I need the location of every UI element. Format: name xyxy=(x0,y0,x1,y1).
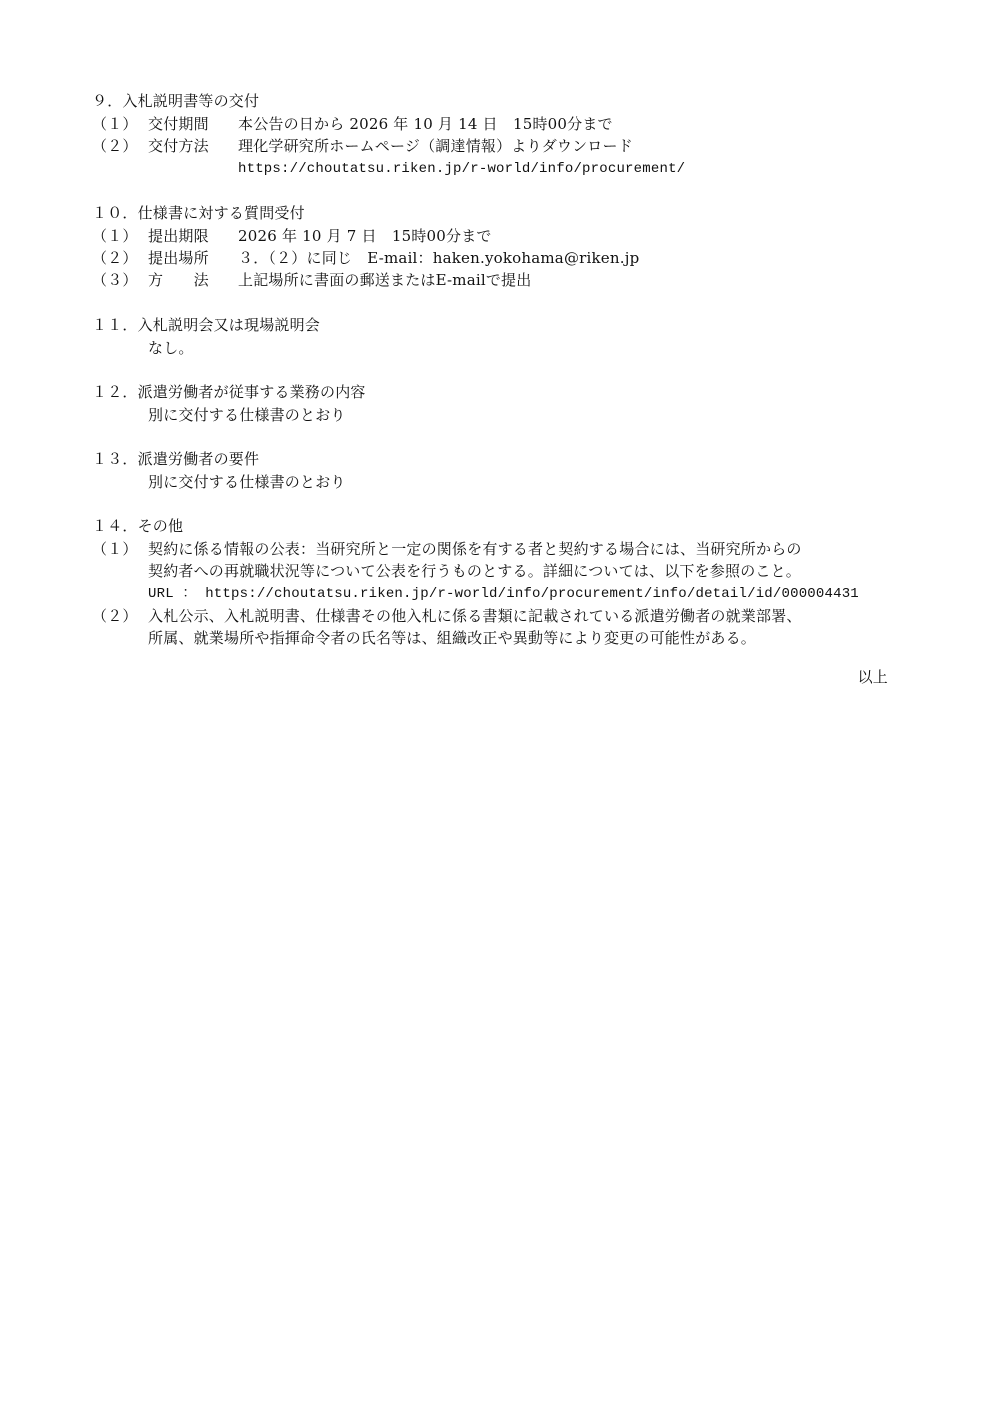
section-10-item-1-text: 2026 年 10 月 7 日 15時00分まで xyxy=(238,227,492,245)
section-11-body: なし。 xyxy=(148,339,194,357)
section-9-item-1-text: 本公告の日から 2026 年 10 月 14 日 15時00分まで xyxy=(238,115,613,133)
section-9-download-url[interactable]: https://choutatsu.riken.jp/r-world/info/procurement/ xyxy=(238,161,686,177)
section-14-item-1-url[interactable]: URL ： https://choutatsu.riken.jp/r-world/info/procurement/info/detail/id/000004431 xyxy=(148,586,859,602)
section-9-item-2-label: 交付方法 xyxy=(148,137,209,155)
section-10-item-1-num: （１） xyxy=(92,227,138,245)
section-14-heading: １４．その他 xyxy=(92,517,184,535)
section-9-item-2-text: 理化学研究所ホームページ（調達情報）よりダウンロード xyxy=(238,137,633,155)
section-9-item-1-num: （１） xyxy=(92,115,138,133)
section-10-item-2-text: ３．（２）に同じ E-mail：haken.yokohama@riken.jp xyxy=(238,249,640,267)
section-10-heading: １０．仕様書に対する質問受付 xyxy=(92,204,305,222)
section-14-item-2-line-1: 入札公示、入札説明書、仕様書その他入札に係る書類に記載されている派遣労働者の就業部署、 xyxy=(148,607,802,625)
section-10-item-2-num: （２） xyxy=(92,249,138,267)
section-9-heading: ９．入札説明書等の交付 xyxy=(92,92,260,110)
section-13-heading: １３．派遣労働者の要件 xyxy=(92,450,260,468)
section-14-item-1-line-2: 契約者への再就職状況等について公表を行うものとする。詳細については、以下を参照のこと。 xyxy=(148,562,802,580)
section-10-item-2-label: 提出場所 xyxy=(148,249,209,267)
section-10-item-3-label: 方 法 xyxy=(148,271,209,289)
section-10-item-1-label: 提出期限 xyxy=(148,227,209,245)
section-14-item-1-line-1: 契約に係る情報の公表：当研究所と一定の関係を有する者と契約する場合には、当研究所からの xyxy=(148,540,802,558)
section-12-heading: １２．派遣労働者が従事する業務の内容 xyxy=(92,383,366,401)
closing-text: 以上 xyxy=(857,668,888,686)
section-13-body: 別に交付する仕様書のとおり xyxy=(148,473,346,491)
section-11-heading: １１．入札説明会又は現場説明会 xyxy=(92,316,321,334)
section-9-item-1-label: 交付期間 xyxy=(148,115,209,133)
section-10-item-3-num: （３） xyxy=(92,271,138,289)
section-12-body: 別に交付する仕様書のとおり xyxy=(148,406,346,424)
section-14-item-1-num: （１） xyxy=(92,540,138,558)
section-10-item-3-text: 上記場所に書面の郵送またはE-mailで提出 xyxy=(238,271,532,289)
section-9-item-2-num: （２） xyxy=(92,137,138,155)
section-14-item-2-line-2: 所属、就業場所や指揮命令者の氏名等は、組織改正や異動等により変更の可能性がある。 xyxy=(148,629,757,647)
section-14-item-2-num: （２） xyxy=(92,607,138,625)
